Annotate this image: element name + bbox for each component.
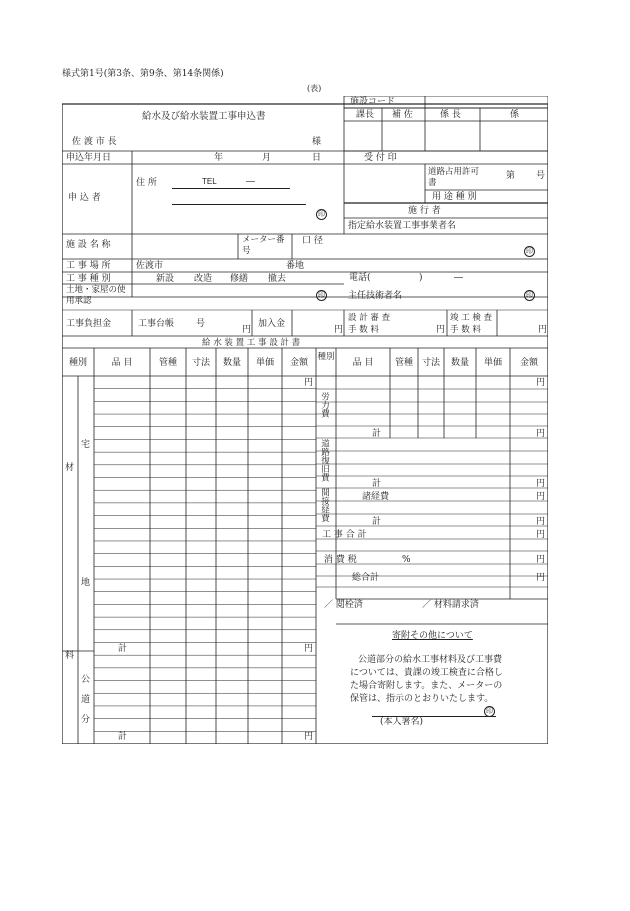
indirect-subtotal-label: 計 <box>372 517 382 527</box>
completion-inspection-fee-label: 竣 工 検 査 手 数 料 <box>450 313 493 335</box>
day-label: 日 <box>312 153 322 163</box>
misc-cost-yen: 円 <box>536 492 546 502</box>
diameter-label: 口 径 <box>302 236 323 246</box>
join-fee-label: 加入金 <box>258 319 286 329</box>
right-header-3: 寸法 <box>421 358 440 368</box>
design-review-fee-label: 設 計 審 査 手 数 料 <box>348 313 391 335</box>
site-location-label: 工 事 場 所 <box>66 261 111 271</box>
address-line-1[interactable] <box>172 188 290 189</box>
valve-opened-check[interactable]: ／ 閲栓済 <box>324 600 363 610</box>
tel-label: TEL <box>202 177 217 186</box>
land-use-approval-label: 土地・家屋の使用承認 <box>66 285 126 306</box>
left-first-row-yen: 円 <box>304 378 314 388</box>
material-label: 材 <box>65 463 75 473</box>
design-title: 給 水 装 置 工 事 設 計 書 <box>202 338 301 348</box>
left-header-6: 金額 <box>289 358 308 368</box>
road-repair-cost-label: 道路復旧費 <box>319 439 330 482</box>
left-header-3: 寸法 <box>191 358 210 368</box>
burden-yen: 円 <box>242 325 252 335</box>
facility-code-label: 施設コード <box>350 97 396 107</box>
labor-subtotal-yen: 円 <box>536 429 546 439</box>
completion-inspection-yen: 円 <box>538 325 548 335</box>
site-city: 佐渡市 <box>136 261 164 271</box>
phone-close: ) <box>419 273 423 283</box>
private-subtotal-yen: 円 <box>304 644 314 654</box>
left-header-0: 種別 <box>68 358 87 368</box>
grand-total-yen: 円 <box>536 573 546 583</box>
right-header-2: 管種 <box>394 358 413 368</box>
taku-label: 宅 <box>81 440 91 450</box>
labor-subtotal-label: 計 <box>372 429 382 439</box>
form-title: 給水及び給水装置工事申込書 <box>142 111 266 122</box>
material-label-2: 料 <box>65 651 75 661</box>
left-header-2: 管種 <box>158 358 177 368</box>
right-header-6: 金額 <box>519 358 538 368</box>
chief-engineer-label: 主任技術者名 <box>348 291 403 301</box>
design-review-yen: 円 <box>436 325 446 335</box>
contractor-seal: 印 <box>526 247 533 255</box>
front-side-label: (表) <box>307 84 322 93</box>
year-label: 年 <box>214 153 224 163</box>
month-label: 月 <box>262 153 272 163</box>
public-subtotal-yen: 円 <box>304 732 314 742</box>
labor-cost-label: 労力費 <box>319 392 330 418</box>
address-label: 住 所 <box>136 178 157 188</box>
facility-name-label: 施 設 名 称 <box>66 240 111 250</box>
donation-line-3: た場合寄附します。また、メーターの <box>350 681 503 691</box>
permit-go-label: 号 <box>536 171 546 181</box>
signature-caption: (本人署名) <box>380 717 424 727</box>
donation-title: 寄附その他について <box>392 631 473 641</box>
section-chief-label: 課長 <box>356 110 375 120</box>
public-subtotal-label: 計 <box>118 732 128 742</box>
phone-dash: ― <box>454 273 463 283</box>
contractor-title: 施 行 者 <box>408 206 441 216</box>
ledger-go: 号 <box>196 319 206 329</box>
site-banchi: 番地 <box>286 261 305 271</box>
applicant-seal: 印 <box>318 210 325 218</box>
work-total-label: 工 事 合 計 <box>322 530 367 540</box>
work-type-modify[interactable]: 改造 <box>194 274 213 284</box>
donation-line-1: 公道部分の給水工事材料及び工事費 <box>358 655 503 665</box>
public-label: 公 <box>81 675 91 685</box>
work-type-label: 工 事 種 別 <box>66 274 111 284</box>
chief-engineer-seal: 印 <box>526 291 533 299</box>
left-header-1: 品 目 <box>111 358 133 368</box>
application-form <box>62 96 548 744</box>
work-type-new[interactable]: 新設 <box>156 274 175 284</box>
misc-cost-label: 諸経費 <box>362 492 390 502</box>
apply-date-label: 申込年月日 <box>66 153 112 163</box>
donation-line-2: については、貴課の竣工検査に合格し <box>350 668 503 678</box>
left-header-5: 単価 <box>255 358 274 368</box>
tel-dash: ― <box>246 177 255 187</box>
tax-percent: % <box>402 555 411 565</box>
form-number: 様式第1号(第3条、第9条、第14条関係) <box>62 69 224 79</box>
private-subtotal-label: 計 <box>118 644 128 654</box>
applicant-label: 申 込 者 <box>68 193 101 203</box>
bun-label: 分 <box>81 715 91 725</box>
mayor-label: 佐 渡 市 長 <box>72 137 117 147</box>
land-use-seal: 印 <box>318 291 325 299</box>
right-header-4: 数量 <box>450 358 469 368</box>
subsection-chief-label: 係 長 <box>440 110 461 120</box>
reception-stamp-label: 受 付 印 <box>364 153 397 163</box>
material-requested-check[interactable]: ／ 材料請求済 <box>422 600 479 610</box>
signature-seal: 印 <box>486 707 493 715</box>
contractor-name-label: 指定給水装置工事事業者名 <box>348 221 457 231</box>
work-total-yen: 円 <box>536 530 546 540</box>
right-header-0: 種別 <box>317 352 335 362</box>
road-label: 道 <box>81 695 91 705</box>
burden-label: 工事負担金 <box>66 319 112 329</box>
chi-label: 地 <box>81 578 91 588</box>
road-subtotal-yen: 円 <box>536 479 546 489</box>
road-subtotal-label: 計 <box>372 479 382 489</box>
right-header-5: 単価 <box>483 358 502 368</box>
tax-label: 消 費 税 <box>324 555 357 565</box>
work-type-repair[interactable]: 修繕 <box>230 274 249 284</box>
donation-line-4: 保管は、指示のとおりいたします。 <box>350 694 494 704</box>
meter-number-label: メーター番号 <box>242 235 285 256</box>
address-line-2[interactable] <box>172 204 306 205</box>
right-first-row-yen: 円 <box>536 378 546 388</box>
road-permit-label: 道路占用許可書 <box>428 167 480 188</box>
assistant-label: 補 佐 <box>392 110 413 120</box>
left-header-4: 数量 <box>222 358 241 368</box>
ledger-label: 工事台帳 <box>138 319 175 329</box>
phone-label: 電話( <box>349 273 371 283</box>
join-fee-yen: 円 <box>334 325 344 335</box>
grand-total-label: 総合計 <box>352 573 380 583</box>
use-type-label: 用 途 種 別 <box>432 192 477 202</box>
permit-dai-label: 第 <box>506 171 516 181</box>
tax-yen: 円 <box>536 555 546 565</box>
indirect-subtotal-yen: 円 <box>536 517 546 527</box>
work-type-remove[interactable]: 撤去 <box>268 274 287 284</box>
right-header-1: 品 目 <box>352 358 374 368</box>
staff-label: 係 <box>510 110 520 120</box>
sama-label: 様 <box>312 137 322 147</box>
indirect-cost-label: 間接経費 <box>319 488 330 522</box>
